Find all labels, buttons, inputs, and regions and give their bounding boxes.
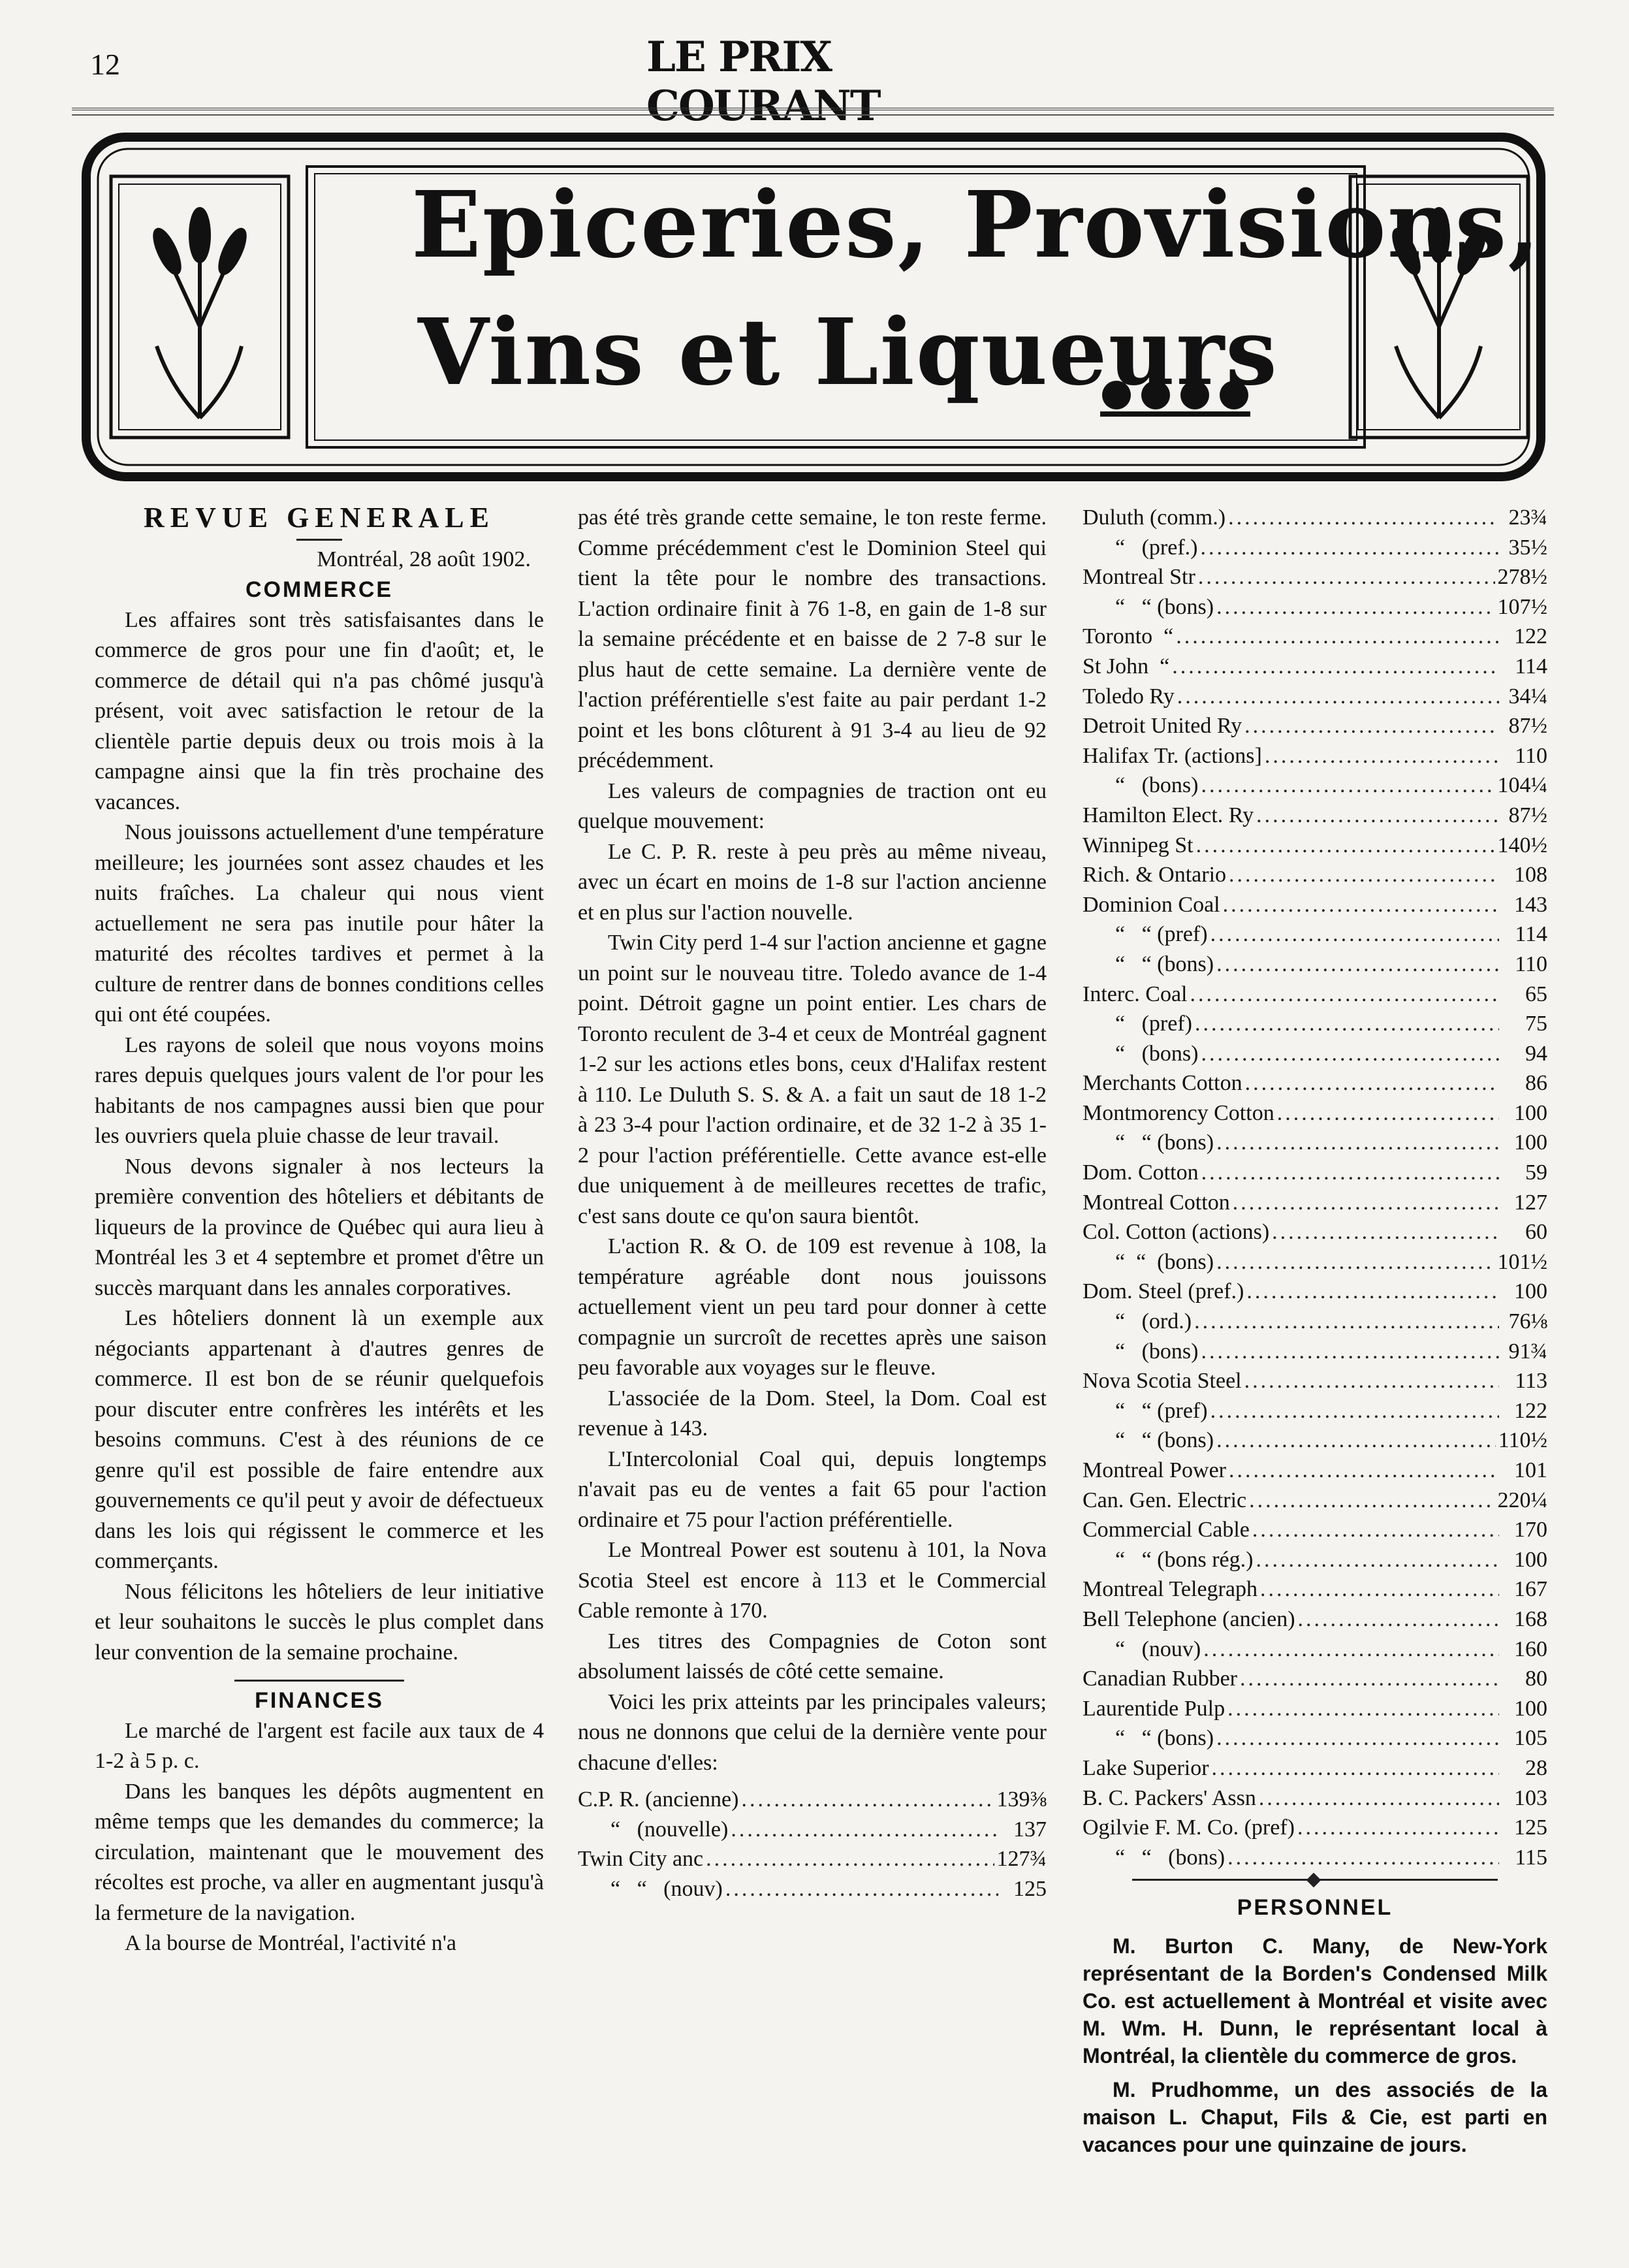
paragraph: Les affaires sont très satisfaisantes dans le commerce de gros pour une fin d'août; et, le commerce de détail qui n'a pas chômé jusqu'à présent, voit avec satisfaction le retour de la clientèle partie depuis deux ou trois mois à la campagne ainsi que la fin très prochaine des vacances. [95, 607, 544, 814]
stock-row [1083, 1009, 1547, 1039]
personnel-head: PERSONNEL [1237, 1895, 1393, 1921]
paragraph: Dans les banques les dépôts augmentent en même temps que les demandes du commerce; la circulation, maintenant que le mouvement des récoltes est proche, va aller en augmentant jusqu'à la fermeture de la navigation. [95, 1779, 544, 1925]
stock-name: Laurentide Pulp [1083, 1696, 1226, 1721]
stock-price: 140½ [1497, 833, 1547, 857]
stock-name: “ (bons) [1115, 773, 1199, 798]
stock-row [1083, 1753, 1547, 1783]
personnel-paragraph: M. Prudhomme, un des associés de la maison L. Chaput, Fils & Cie, est parti en vacances pour une quinzaine de jours. [1083, 2077, 1547, 2156]
stock-price: 60 [1525, 1220, 1547, 1245]
stock-name: “ (nouvelle) [610, 1817, 729, 1842]
stock-row [1083, 1783, 1547, 1813]
stock-name: Toledo Ry [1083, 684, 1175, 709]
paragraph: L'associée de la Dom. Steel, la Dom. Coal est revenue à 143. [578, 1386, 1047, 1441]
stock-row [1083, 592, 1547, 622]
dot-leader [1277, 1098, 1499, 1129]
dot-leader [1194, 1307, 1499, 1337]
stock-price: 105 [1514, 1726, 1547, 1751]
stock-row [1083, 1068, 1547, 1098]
wheat-icon-left [150, 209, 249, 418]
dot-leader [1244, 1366, 1499, 1397]
stock-row [1083, 1277, 1547, 1307]
stock-name: “ “ (pref) [1115, 1398, 1208, 1423]
stock-name: Detroit United Ry [1083, 714, 1242, 739]
stock-row [1083, 1486, 1547, 1516]
dot-leader [1216, 950, 1499, 980]
dot-leader [1223, 890, 1499, 921]
stock-name: Halifax Tr. (actions] [1083, 743, 1262, 768]
stock-price: 94 [1525, 1041, 1547, 1066]
dot-leader [1201, 1039, 1499, 1070]
dot-leader [731, 1815, 998, 1845]
stock-name: Montreal Str [1083, 565, 1195, 590]
dot-leader [1177, 682, 1499, 712]
paragraph: Nous jouissons actuellement d'une température meilleure; les journées sont assez chaudes et les nuits fraîches. La chaleur qui nous vient actuellement ne sera pas inutile pour hâter la maturité des récoltes tardives et permet à la culture de rentrer dans de bonnes conditions celles qui ont été coupées. [95, 820, 544, 1027]
stock-name: “ “ (bons) [1115, 951, 1214, 976]
short-rule [296, 539, 342, 541]
stock-name: Ogilvie F. M. Co. (pref) [1083, 1815, 1295, 1840]
stock-row [1083, 980, 1547, 1010]
stock-row [1083, 831, 1547, 861]
stock-price: 100 [1514, 1696, 1547, 1721]
stock-name: Toronto “ [1083, 624, 1174, 649]
paragraph: Le C. P. R. reste à peu près au même niveau, avec un écart en moins de 1-8 sur l'action ancienne et en plus sur l'action nouvelle. [578, 839, 1047, 925]
stock-row [1083, 1247, 1547, 1277]
stock-name: Interc. Coal [1083, 982, 1188, 1006]
dot-leader [1201, 1158, 1499, 1189]
stock-row [1083, 622, 1547, 652]
stock-row [1083, 503, 1547, 533]
stock-price: 80 [1525, 1667, 1547, 1691]
dot-leader [1256, 1545, 1499, 1576]
finances-rule [234, 1680, 404, 1682]
stock-price: 137 [1013, 1817, 1047, 1842]
dot-leader [1195, 1009, 1499, 1040]
stock-row [578, 1844, 1047, 1874]
stock-price: 91¾ [1508, 1339, 1547, 1364]
stock-row [1083, 890, 1547, 920]
paragraph: L'action R. & O. de 109 est revenue à 108, la température agréable dont nous jouissons actuellement vient un peu tard pour donner à cette compagnie un surcroît de recettes après une saison peu favorable aux voyages sur le fleuve. [578, 1234, 1047, 1380]
stock-name: Montreal Cotton [1083, 1190, 1230, 1215]
stock-row [1083, 860, 1547, 890]
stock-price: 115 [1515, 1845, 1547, 1870]
paragraph: L'Intercolonial Coal qui, depuis longtemps n'avait pas eu de ventes a fait 65 pour l'action ordinaire et 75 pour l'action préférentielle. [578, 1446, 1047, 1532]
stock-name: Col. Cotton (actions) [1083, 1220, 1270, 1245]
stock-row [1083, 1217, 1547, 1247]
paragraph: Nous devons signaler à nos lecteurs la première convention des hôteliers et débitants de liqueurs de la province de Québec qui aura lieu à Montréal les 3 et 4 septembre et promet d'être un succès marquant dans les annales corporatives. [95, 1154, 544, 1300]
paragraph: Les rayons de soleil que nous voyons moins rares depuis quelques jours valent de l'or pour les habitants de nos campagnes aussi bien que pour les ouvriers quela pluie chasse de leur travail. [95, 1032, 544, 1148]
stock-name: “ “ (bons) [1115, 1249, 1214, 1274]
stock-price: 168 [1514, 1606, 1547, 1631]
stock-name: Montmorency Cotton [1083, 1100, 1274, 1125]
dot-leader [1260, 1574, 1499, 1605]
stock-price: 127¾ [996, 1847, 1047, 1872]
dot-leader [1259, 1783, 1499, 1814]
stock-price: 110 [1515, 743, 1547, 768]
dot-leader [706, 1844, 994, 1875]
stock-row [1083, 1307, 1547, 1337]
dot-leader [1216, 1723, 1499, 1754]
stock-price: 103 [1514, 1785, 1547, 1810]
stock-price: 86 [1525, 1071, 1547, 1096]
stock-price: 65 [1525, 982, 1547, 1006]
dateline: Montréal, 28 août 1902. [317, 547, 531, 571]
column-1 [95, 503, 544, 1959]
stock-price: 23¾ [1508, 505, 1547, 530]
finances-head: FINANCES [255, 1688, 384, 1713]
stock-price: 100 [1514, 1547, 1547, 1572]
stock-name: Winnipeg St [1083, 833, 1194, 857]
stock-price: 100 [1514, 1100, 1547, 1125]
stock-name: “ “ (bons) [1115, 1428, 1214, 1453]
dot-leader [1256, 801, 1499, 831]
page-number: 12 [90, 48, 120, 81]
dot-leader [1246, 1277, 1499, 1307]
dot-leader [1244, 711, 1499, 742]
dot-leader [725, 1874, 998, 1905]
stock-name: “ (ord.) [1115, 1309, 1192, 1334]
stock-name: “ “ (bons) [1115, 1726, 1214, 1751]
dot-leader [1216, 1247, 1495, 1278]
stock-price: 125 [1514, 1815, 1547, 1840]
stock-price: 170 [1514, 1518, 1547, 1542]
dot-leader [1227, 1694, 1499, 1725]
dot-leader [1190, 980, 1500, 1010]
stock-name: C.P. R. (ancienne) [578, 1787, 739, 1812]
stock-price: 87½ [1508, 803, 1547, 827]
top-rule [72, 108, 1554, 110]
stock-price: 76⅛ [1508, 1309, 1547, 1334]
stock-price: 87½ [1508, 714, 1547, 739]
section-title: REVUE GENERALE [144, 502, 495, 534]
paragraph: Le marché de l'argent est facile aux taux de 4 1-2 à 5 p. c. [95, 1718, 544, 1773]
stock-row [1083, 1515, 1547, 1545]
stock-name: Lake Superior [1083, 1755, 1209, 1780]
stock-price: 107½ [1497, 594, 1547, 619]
paragraph: Twin City perd 1-4 sur l'action ancienne et gagne un point sur le nouveau titre. Toledo avance de 1-4 point. Détroit gagne un point entier. Les chars de Toronto reculent de 3-4 et ceux de Montréal gagnent 1-2 sur les actions etles bons, ceux d'Halifax restent à 110. Le Duluth S. S. & A. a fait un saut de 18 1-2 à 23 3-4 pour l'action ordinaire, et de 32 1-2 à 35 1-2 pour l'action préférentielle. Cette avance est-elle due uniquement à de meilleures recettes de trafic, c'est sans doute ce qu'on saura bientôt. [578, 931, 1047, 1228]
stock-price: 101½ [1497, 1249, 1547, 1274]
paragraph: Le Montreal Power est soutenu à 101, la Nova Scotia Steel est encore à 113 et le Commercial Cable remonte à 170. [578, 1538, 1047, 1623]
stock-row [1083, 741, 1547, 771]
stock-row [1083, 1337, 1547, 1367]
stock-price: 110½ [1498, 1428, 1547, 1453]
banner [72, 131, 1554, 487]
stock-name: Montreal Power [1083, 1458, 1227, 1482]
stock-row [1083, 562, 1547, 592]
stock-price: 122 [1514, 1398, 1547, 1423]
column-2 [578, 503, 1047, 1904]
stock-name: “ “ (nouv) [610, 1876, 723, 1901]
column-3 [1083, 503, 1547, 2158]
dot-leader [1229, 1456, 1499, 1486]
personnel-paragraph: M. Burton C. Many, de New-York représentant de la Borden's Condensed Milk Co. est actuellement à Montréal et visite avec M. Wm. H. Dunn, le représentant local à Montréal, la clientèle du commerce de gros. [1083, 1934, 1547, 2068]
stock-name: Dom. Steel (pref.) [1083, 1279, 1244, 1304]
dot-leader [1201, 1337, 1499, 1367]
stock-row [578, 1785, 1047, 1815]
stock-price: 100 [1514, 1279, 1547, 1304]
stock-name: “ “ (bons) [1115, 1130, 1214, 1155]
stock-row [1083, 1574, 1547, 1605]
stock-row [1083, 771, 1547, 801]
stock-price: 100 [1514, 1130, 1547, 1155]
stock-name: “ “ (pref) [1115, 922, 1208, 947]
stock-row [1083, 1664, 1547, 1694]
stock-name: “ “ (bons rég.) [1115, 1547, 1254, 1572]
dot-leader [1203, 1635, 1499, 1665]
paragraph: Voici les prix atteints par les principales valeurs; nous ne donnons que celui de la dernière vente pour chacune d'elles: [578, 1689, 1047, 1775]
dot-leader [1265, 741, 1499, 772]
stock-row [1083, 1396, 1547, 1426]
paragraph: A la bourse de Montréal, l'activité n'a [125, 1931, 456, 1955]
stock-row [1083, 1366, 1547, 1396]
paragraph: Nous félicitons les hôteliers de leur initiative et leur souhaitons le succès le plus complet dans leur convention de la semaine prochaine. [95, 1579, 544, 1665]
personnel-rule [1132, 1879, 1498, 1881]
stock-row [1083, 1843, 1547, 1873]
dot-leader [1210, 919, 1499, 950]
stock-price: 125 [1013, 1876, 1047, 1901]
stock-name: B. C. Packers' Assn [1083, 1785, 1256, 1810]
masthead [646, 33, 973, 131]
stock-row [1083, 1635, 1547, 1665]
stock-name: Montreal Telegraph [1083, 1577, 1257, 1602]
dot-leader [1198, 562, 1495, 593]
stock-row [1083, 1694, 1547, 1724]
stock-row [1083, 801, 1547, 831]
dot-leader [1196, 831, 1495, 861]
dot-leader [1216, 1426, 1496, 1456]
dot-leader [1172, 652, 1499, 682]
stock-name: Can. Gen. Electric [1083, 1488, 1247, 1512]
stock-name: “ (nouv) [1115, 1637, 1201, 1661]
dot-leader [1249, 1486, 1495, 1516]
stock-price: 108 [1514, 863, 1547, 887]
stock-price: 167 [1514, 1577, 1547, 1602]
dot-leader [1227, 1843, 1499, 1874]
top-rule-thin [72, 114, 1554, 116]
banner-title-line2: Vins et Liqueurs [418, 299, 1278, 406]
stock-row [1083, 711, 1547, 741]
dot-leader [1298, 1605, 1499, 1635]
stock-row [1083, 919, 1547, 950]
dot-leader [1229, 860, 1499, 891]
stock-name: Commercial Cable [1083, 1518, 1250, 1542]
dot-leader [1201, 771, 1495, 801]
stock-name: “ “ (bons) [1115, 594, 1214, 619]
stock-price: 75 [1525, 1012, 1547, 1036]
stock-list-col3 [1083, 503, 1547, 1872]
dot-leader [1176, 622, 1499, 652]
paragraph: pas été très grande cette semaine, le ton reste ferme. Comme précédemment c'est le Dominion Steel qui tient la tête pour le nombre des transactions. L'action ordinaire finit à 76 1-8, en gain de 1-8 sur la semaine précédente et en baisse de 2 7-8 sur le plus haut de cette semaine. La dernière vente de l'action préférentielle s'est faite au pair perdant 1-2 point et les bons clôturent à 91 3-4 au lieu de 92 précédemment. [578, 505, 1047, 773]
stock-row [1083, 1098, 1547, 1128]
paragraph: Les hôteliers donnent là un exemple aux négociants appartenant à d'autres genres de commerce. Il est bon de se réunir quelquefois pour discuter entre confrères les intérêts et les besoins communs. C'est à des réunions de ce genre qu'il est possible de faire entendre aux gouvernements ce qu'il peut y avoir de défectueux dans les lois qui régissent le commerce et les commerçants. [95, 1306, 544, 1573]
stock-row [578, 1815, 1047, 1845]
stock-row [1083, 950, 1547, 980]
stock-name: Duluth (comm.) [1083, 505, 1226, 530]
stock-name: Bell Telephone (ancien) [1083, 1606, 1295, 1631]
stock-price: 122 [1514, 624, 1547, 649]
stock-name: “ (pref) [1115, 1012, 1192, 1036]
stock-row [1083, 1128, 1547, 1158]
dot-leader [1200, 533, 1499, 564]
dot-leader [1240, 1664, 1499, 1695]
dot-leader [1297, 1813, 1499, 1844]
paragraph: Les valeurs de compagnies de traction ont eu quelque mouvement: [578, 778, 1047, 833]
stock-row [1083, 1039, 1547, 1069]
stock-name: “ (bons) [1115, 1339, 1199, 1364]
stock-price: 113 [1515, 1369, 1547, 1394]
stock-name: Dom. Cotton [1083, 1160, 1199, 1185]
stock-price: 110 [1515, 951, 1547, 976]
dot-leader [1233, 1188, 1499, 1219]
stock-row [1083, 533, 1547, 563]
stock-name: Nova Scotia Steel [1083, 1369, 1242, 1394]
stock-row [1083, 1545, 1547, 1575]
stock-price: 59 [1525, 1160, 1547, 1185]
stock-price: 220¼ [1497, 1488, 1547, 1512]
dot-leader [1245, 1068, 1499, 1099]
stock-name: Twin City anc [578, 1847, 704, 1872]
stock-row [1083, 1426, 1547, 1456]
dot-leader [1216, 592, 1495, 623]
dot-leader [1252, 1515, 1499, 1546]
stock-price: 34¼ [1508, 684, 1547, 709]
stock-price: 278½ [1497, 565, 1547, 590]
masthead-logo: LE PRIX COURANT [646, 33, 880, 131]
commerce-head: COMMERCE [245, 577, 394, 602]
stock-row [1083, 682, 1547, 712]
stock-row [578, 1874, 1047, 1904]
stock-name: Hamilton Elect. Ry [1083, 803, 1254, 827]
stock-row [1083, 1813, 1547, 1843]
stock-price: 127 [1514, 1190, 1547, 1215]
stock-row [1083, 1158, 1547, 1188]
banner-title-line1: Epiceries, Provisions, [411, 172, 1542, 279]
stock-row [1083, 1723, 1547, 1753]
stock-row [1083, 1456, 1547, 1486]
stock-price: 104¼ [1497, 773, 1547, 798]
dot-leader [1212, 1753, 1499, 1784]
stock-row [1083, 1188, 1547, 1218]
dot-leader [1272, 1217, 1499, 1248]
stock-name: Rich. & Ontario [1083, 863, 1227, 887]
stock-name: “ (pref.) [1115, 535, 1198, 560]
stock-price: 143 [1514, 892, 1547, 917]
stock-name: Dominion Coal [1083, 892, 1220, 917]
stock-name: “ (bons) [1115, 1041, 1199, 1066]
stock-price: 114 [1515, 922, 1547, 947]
stock-name: Merchants Cotton [1083, 1071, 1242, 1096]
stock-price: 139⅜ [996, 1787, 1047, 1812]
stock-name: Canadian Rubber [1083, 1667, 1237, 1691]
stock-name: “ “ (bons) [1115, 1845, 1226, 1870]
stock-price: 160 [1514, 1637, 1547, 1661]
dot-leader [1228, 503, 1499, 534]
dot-leader [1216, 1128, 1499, 1158]
stock-row [1083, 1605, 1547, 1635]
stock-row [1083, 652, 1547, 682]
stock-price: 28 [1525, 1755, 1547, 1780]
dot-leader [741, 1785, 994, 1815]
stock-name: St John “ [1083, 654, 1170, 679]
stock-list-col2 [578, 1785, 1047, 1904]
stock-price: 101 [1514, 1458, 1547, 1482]
stock-price: 35½ [1508, 535, 1547, 560]
stock-price: 114 [1515, 654, 1547, 679]
paragraph: Les titres des Compagnies de Coton sont absolument laissés de côté cette semaine. [578, 1629, 1047, 1684]
dot-leader [1210, 1396, 1499, 1427]
